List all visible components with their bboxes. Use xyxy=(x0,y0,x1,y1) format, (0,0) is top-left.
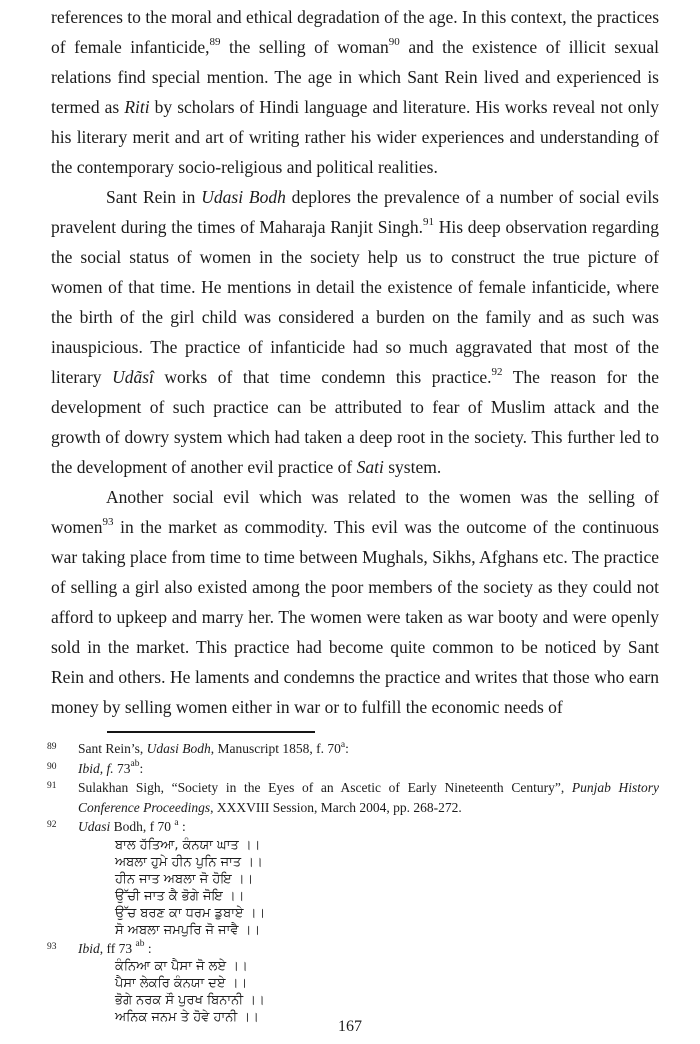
footnote-text xyxy=(78,941,152,956)
footnote-reference: a xyxy=(340,739,346,750)
text-run: the selling of woman xyxy=(220,37,389,57)
paragraph xyxy=(51,2,659,182)
text-run: and the existence of illicit sexual relations find special mention. The age in which Sant Rein lived and experienced is termed as xyxy=(51,37,659,117)
footnote-reference: 90 xyxy=(388,36,400,49)
body-text xyxy=(51,2,659,722)
page-number: 167 xyxy=(338,1018,362,1035)
text-run: deplores the prevalence of a number of social evils pravelent during the times of Maharaja Ranjit Singh. xyxy=(51,187,659,237)
text-run: : xyxy=(345,741,349,756)
gurmukhi-verse-line: ਭੋਗੇ ਨਰਕ ਸੌ ਪੁਰਖ ਬਿਨਾਨੀ ।। xyxy=(115,993,265,1008)
text-run: Udasi Bodh xyxy=(201,187,286,207)
text-run: Sulakhan Sigh, “Society in the Eyes of an Ascetic of Early Nineteenth Century”, xyxy=(78,780,572,795)
gurmukhi-verse-line: ਕੰਨਿਆ ਕਾ ਪੈਸਾ ਜੋ ਲਏ ।। xyxy=(115,959,248,974)
footnote xyxy=(47,939,659,1027)
gurmukhi-verse-line: ਉੱਚੀ ਜਾਤ ਕੈ ਭੋਗੇ ਜੋਇ ।। xyxy=(115,888,245,904)
text-run: Sati xyxy=(356,457,384,477)
text-run: in the market as commodity. This evil was the outcome of the continuous war taking place from time to time between Mughals, Sikhs, Afghans etc. The practice of selling a girl also existed among the poor members of the society as they could not afford to upkeep and marry her. The women were taken as war booty and were openly sold in the market. This practice had become quite common to be noticed by Sant Rein and others. He laments and condemns the practice and writes that those who earn money by selling women either in war or to fulfill the economic needs of xyxy=(51,517,659,717)
footnote-reference: ab xyxy=(130,759,140,769)
footnote-text xyxy=(78,819,186,834)
text-run: Ibid, f. xyxy=(78,760,114,776)
text-run: Udãsî xyxy=(112,367,165,387)
text-run: Sant Rein’s, xyxy=(78,741,147,756)
text-run: : xyxy=(139,760,144,776)
footnote-text xyxy=(78,761,143,776)
paragraph xyxy=(51,482,659,722)
text-run: The reason for the development of such practice can be attributed to fear of Muslim attack and the growth of dowry system which had taken a deep root in the society. This further led to the development of another evil practice of xyxy=(51,367,659,477)
text-run: : xyxy=(144,940,152,956)
footnotes xyxy=(47,739,660,1026)
footnote-number: 93 xyxy=(47,941,57,952)
paragraph xyxy=(51,182,659,482)
footnote-reference: 93 xyxy=(102,516,114,529)
text-run: works of that time condemn this practice. xyxy=(164,367,492,387)
footnote-text xyxy=(78,780,659,815)
gurmukhi-verse-line: ਸੋ ਅਬਲਾ ਜਮਪੁਰਿ ਜੋ ਜਾਵੈ ।। xyxy=(115,922,261,938)
footnote-separator xyxy=(107,731,315,733)
text-run: Sant Rein in xyxy=(106,187,202,207)
text-run: His deep observation regarding the social status of women in the society help us to construct the true picture of women of that time. He mentions in detail the existence of female infanticide, where the birth of the girl child was considered a burden on the family and as such was inauspicious. The practice of infanticide had so much aggravated that most of the literary xyxy=(51,217,660,387)
text-run: Riti xyxy=(124,97,150,117)
footnote xyxy=(47,778,660,817)
footnote-reference: 89 xyxy=(209,36,221,49)
text-run: Bodh, f 70 xyxy=(110,819,175,834)
footnote-number: 89 xyxy=(47,742,57,752)
gurmukhi-verse-line: ਪੈਸਾ ਲੇਕਰਿ ਕੰਨਯਾ ਦਏ ।। xyxy=(115,976,248,991)
gurmukhi-verse-line: ਹੀਨ ਜਾਤ ਅਬਲਾ ਜੋ ਹੋਇ ।। xyxy=(115,871,254,887)
page-content xyxy=(47,2,660,1026)
footnote-text xyxy=(78,741,349,756)
gurmukhi-verse-line: ਉੱਚ ਬਰਣ ਕਾ ਧਰਮ ਡੁਬਾਏ ।। xyxy=(115,905,266,921)
footnote-number: 90 xyxy=(47,761,57,772)
text-run: Ibid xyxy=(78,940,100,956)
text-run: , Manuscript 1858, f. 70 xyxy=(210,741,341,756)
text-run: , ff 73 xyxy=(99,940,136,956)
text-run: Another social evil which was related to the women was the selling of women xyxy=(51,487,659,537)
text-run: 73 xyxy=(113,760,131,776)
footnote xyxy=(47,817,659,939)
text-run: , XXXVIII Session, March 2004, pp. 268-272. xyxy=(210,799,462,815)
text-run: Punjab History Conference Proceedings xyxy=(78,780,660,815)
gurmukhi-verse-line: ਅਨਿਕ ਜਨਮ ਤੇ ਹੋਵੇ ਹਾਨੀ ।। xyxy=(115,1010,259,1025)
text-run: system. xyxy=(383,457,442,477)
footnote-reference: ab xyxy=(135,939,145,949)
text-run: : xyxy=(178,819,186,834)
footnote xyxy=(47,739,659,759)
text-run: by scholars of Hindi language and literature. His works reveal not only his literary merit and art of writing rather his wider experiences and understanding of the contemporary socio-religious and political realities. xyxy=(51,97,659,177)
footnote-reference: a xyxy=(174,817,179,828)
text-run: references to the moral and ethical degradation of the age. In this context, the practices of female infanticide, xyxy=(51,7,659,57)
text-run: Udasi Bodh xyxy=(146,741,211,756)
footnote-reference: 91 xyxy=(422,216,434,229)
footnote xyxy=(47,759,659,779)
footnote-number: 91 xyxy=(47,781,57,791)
footnote-reference: 92 xyxy=(491,366,503,379)
gurmukhi-verse-line: ਬਾਲ ਹੱਤਿਆ, ਕੰਨਯਾ ਘਾਤ ।। xyxy=(115,837,261,853)
gurmukhi-verse-line: ਅਬਲਾ ਹੁਮੇ ਹੀਨ ਪੁਨਿ ਜਾਤ ।। xyxy=(115,854,263,870)
text-run: Udasi xyxy=(78,819,111,834)
footnote-number: 92 xyxy=(47,820,57,830)
